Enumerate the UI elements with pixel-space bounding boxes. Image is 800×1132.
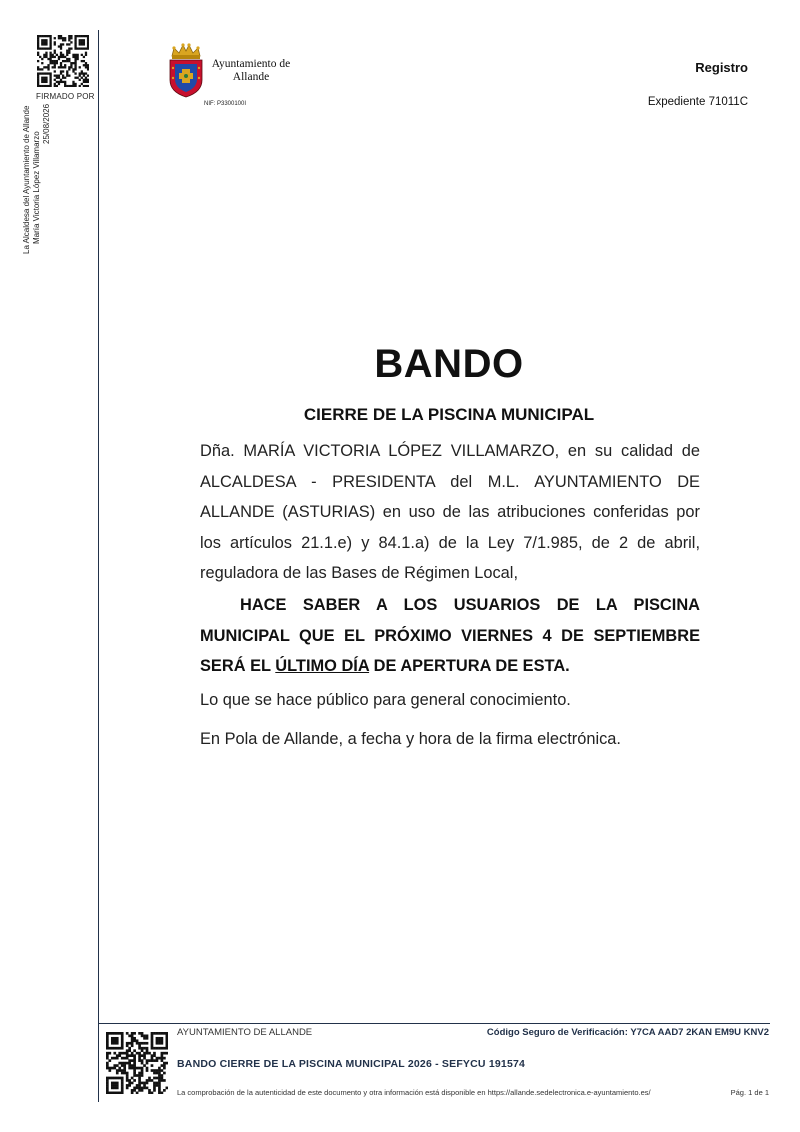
signature-block bbox=[22, 94, 52, 254]
org-name-line2: Allande bbox=[232, 71, 270, 83]
document-subtitle: CIERRE DE LA PISCINA MUNICIPAL bbox=[303, 405, 595, 424]
document-title: BANDO bbox=[374, 342, 524, 386]
announcement-emphasis: ÚLTIMO DÍA bbox=[275, 657, 370, 675]
registro-label: Registro bbox=[695, 60, 748, 75]
announcement-text: HACE SABER A LOS USUARIOS DE LA PISCINA MUNICIPAL QUE EL PRÓXIMO VIERNES 4 DE SEPTIEMBRE SERÁ EL bbox=[200, 596, 700, 675]
authenticity-notice: La comprobación de la autenticidad de este documento y otra información está disponible en https://allande.sedelectronica.e-ayuntamiento.es/ bbox=[177, 1088, 651, 1097]
firmado-label: FIRMADO POR bbox=[36, 92, 95, 101]
announcement-paragraph bbox=[200, 590, 700, 682]
left-margin-rule bbox=[98, 30, 99, 1102]
qr-code-icon bbox=[106, 1032, 168, 1094]
footer-organization: AYUNTAMIENTO DE ALLANDE bbox=[177, 1027, 313, 1038]
intro-paragraph: Dña. MARÍA VICTORIA LÓPEZ VILLAMARZO, en su calidad de ALCALDESA - PRESIDENTA del M.L. AYUNTAMIENTO DE ALLANDE (ASTURIAS) en uso de las atribuciones conferidas por los artículos 21.1.e) y 84.1.a) de la Ley 7/1.985, de 2 de abril, reguladora de las Bases de Régimen Local, bbox=[200, 442, 700, 582]
signer-name: María Victoria López Villamarzo bbox=[32, 131, 41, 244]
footer-document-title: BANDO CIERRE DE LA PISCINA MUNICIPAL 2026 - SEFYCU 191574 bbox=[177, 1058, 526, 1070]
signer-role: La Alcaldesa del Ayuntamiento de Allande bbox=[22, 105, 31, 254]
org-name-line1: Ayuntamiento de bbox=[211, 58, 291, 70]
nif-label: NIF: P3300100I bbox=[204, 101, 247, 107]
page-number: Pág. 1 de 1 bbox=[730, 1088, 769, 1097]
sign-date: 25/08/2026 bbox=[42, 103, 51, 144]
expediente-number: Expediente 71011C bbox=[647, 96, 748, 108]
footer-divider bbox=[99, 1023, 770, 1024]
qr-code-icon bbox=[37, 35, 89, 87]
coat-of-arms-icon bbox=[166, 42, 206, 98]
organization-name bbox=[206, 58, 296, 84]
verification-code: Código Seguro de Verificación: Y7CA AAD7 2KAN EM9U KNV2 bbox=[486, 1027, 769, 1038]
announcement-text-end: DE APERTURA DE ESTA. bbox=[369, 657, 570, 675]
place-date-paragraph: En Pola de Allande, a fecha y hora de la firma electrónica. bbox=[200, 730, 621, 748]
public-notice-paragraph: Lo que se hace público para general conocimiento. bbox=[200, 691, 571, 709]
